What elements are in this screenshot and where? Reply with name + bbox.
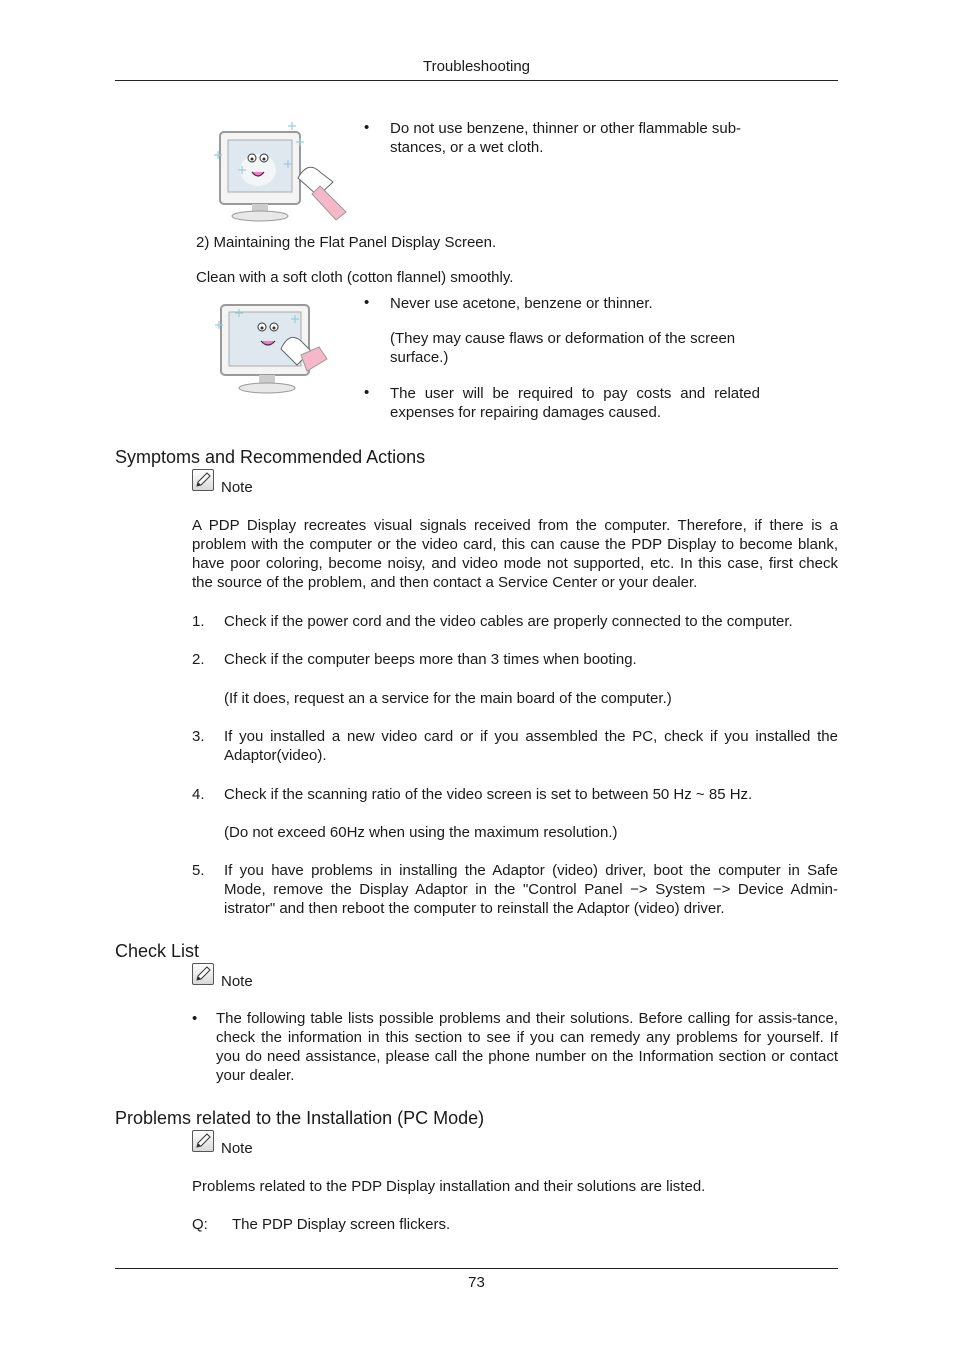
- bullet-text: The following table lists possible problems and their solutions. Before calling for assis-tance, check the information in this section to see if you can remedy any problems for yourself. If you do need assistance, please call the phone number on the Information section or contact your dealer.: [216, 1010, 838, 1084]
- bullet-subtext: (They may cause flaws or deformation of the screen surface.): [390, 330, 736, 366]
- running-header: Troubleshooting: [422, 58, 530, 75]
- question-item: [192, 1215, 838, 1234]
- note-label: Note: [221, 973, 253, 990]
- item-number: 4.: [192, 786, 205, 803]
- section-heading-installation: Problems related to the Installation (PC Mode): [115, 1108, 485, 1128]
- item-text: Check if the power cord and the video cables are properly connected to the computer.: [224, 613, 793, 630]
- question-label: Q:: [192, 1216, 208, 1233]
- bullet-glyph: •: [364, 294, 370, 311]
- note-label: Note: [221, 1140, 253, 1157]
- item-subtext: (If it does, request an a service for the main board of the computer.): [224, 690, 672, 707]
- bullet-glyph: •: [364, 384, 370, 401]
- item-text: Check if the computer beeps more than 3 times when booting.: [224, 651, 637, 668]
- item-subtext: (Do not exceed 60Hz when using the maximum resolution.): [224, 824, 618, 841]
- item-text: Check if the scanning ratio of the video screen is set to between 50 Hz ~ 85 Hz.: [224, 786, 753, 803]
- footer-rule: [115, 1268, 838, 1269]
- symptoms-intro: A PDP Display recreates visual signals received from the computer. Therefore, if there is a problem with the computer or the video card, this can cause the PDP Display to become blank, have poor coloring, become noisy, and video mode not supported, etc. In this case, first check the source of the problem, and then contact a Service Center or your dealer.: [192, 517, 838, 591]
- monitor-cleaning-illustration: [208, 120, 353, 222]
- note-pencil-icon: [192, 1130, 214, 1152]
- monitor-wiping-illustration: [215, 297, 335, 395]
- item-text: If you installed a new video card or if you assembled the PC, check if you installed the Adaptor(video).: [224, 728, 838, 764]
- section-subtitle: 2) Maintaining the Flat Panel Display Screen.: [196, 234, 497, 251]
- header-rule: [115, 80, 838, 81]
- note-pencil-icon: [192, 469, 214, 491]
- bullet-glyph: •: [364, 119, 370, 136]
- numbered-item-4: [192, 785, 838, 804]
- section-heading-symptoms: Symptoms and Recommended Actions: [115, 447, 426, 467]
- item-text: If you have problems in installing the Adaptor (video) driver, boot the computer in Safe Mode, remove the Display Adaptor in the "Control Panel −> System −> Device Admin-istrator" and then reboot the computer to reinstall the Adaptor (video) driver.: [224, 862, 838, 917]
- warning-bullet-3: [364, 384, 760, 422]
- bullet-text: Never use acetone, benzene or thinner.: [390, 295, 653, 312]
- numbered-item-5: [192, 861, 838, 918]
- item-number: 3.: [192, 728, 205, 745]
- question-text: The PDP Display screen flickers.: [232, 1216, 451, 1233]
- bullet-text: Do not use benzene, thinner or other flammable sub- stances, or a wet cloth.: [390, 120, 742, 156]
- cleaning-instruction: Clean with a soft cloth (cotton flannel) smoothly.: [196, 269, 514, 286]
- warning-bullet-1: [364, 119, 764, 157]
- item-number: 1.: [192, 613, 205, 630]
- numbered-item-3: [192, 727, 838, 765]
- checklist-bullet: [192, 1009, 838, 1085]
- item-number: 5.: [192, 862, 205, 879]
- bullet-text: The user will be required to pay costs and related expenses for repairing damages caused.: [390, 385, 760, 421]
- numbered-item-1: [192, 612, 838, 631]
- numbered-item-2: [192, 650, 838, 669]
- item-number: 2.: [192, 651, 205, 668]
- warning-bullet-2: [364, 294, 764, 313]
- bullet-glyph: •: [192, 1010, 198, 1027]
- note-label: Note: [221, 479, 253, 496]
- installation-intro: Problems related to the PDP Display installation and their solutions are listed.: [192, 1178, 706, 1195]
- note-pencil-icon: [192, 963, 214, 985]
- page-number: 73: [468, 1274, 485, 1291]
- section-heading-checklist: Check List: [115, 941, 200, 961]
